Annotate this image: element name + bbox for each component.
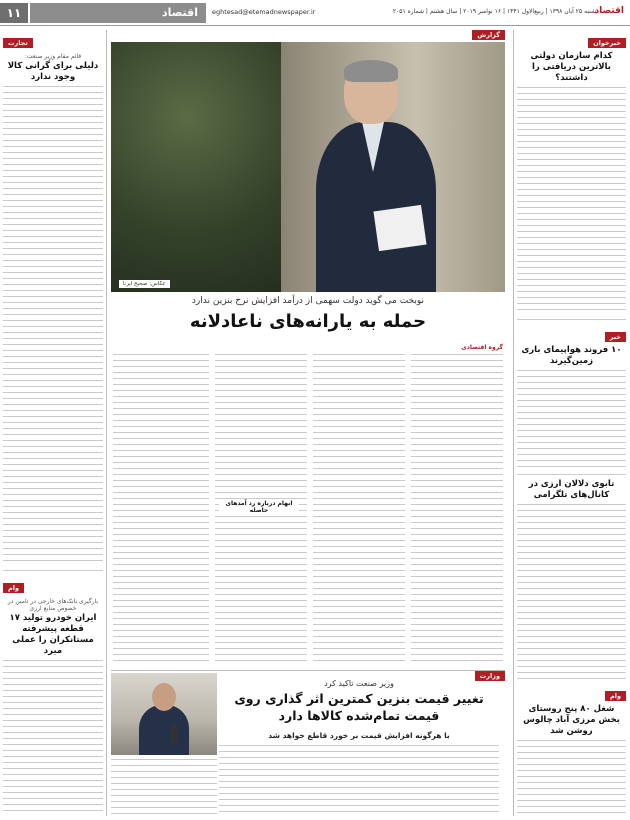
dateline: شنبه ۲۵ آبان ۱۳۹۸ | ربیع‌الاول ۱۴۴۱ | ۱۶ نوامبر ۲۰۱۹ | سال هشتم | شماره ۲۰۵۱ bbox=[392, 8, 596, 15]
newspaper-logo: اقتصاد bbox=[594, 6, 624, 16]
story-kicker: قائم مقام وزیر صنعت: bbox=[24, 53, 82, 60]
secondary-headline[interactable]: تغییر قیمت بنزین کمترین اثر گذاری روی قیمت تمام‌شده کالاها دارد bbox=[234, 691, 484, 723]
story-body-text bbox=[219, 745, 499, 815]
article-column bbox=[313, 354, 405, 666]
lead-photo bbox=[111, 42, 505, 292]
lead-article-body bbox=[111, 340, 505, 668]
story-body-text bbox=[517, 740, 626, 816]
story-title-iran-khodro-parts[interactable]: ایران خودرو تولید ۱۷ قطعه پیشرفته مستانکران را عملی میرد bbox=[9, 613, 97, 657]
section-tag-news-feed: خبرخوان bbox=[588, 38, 626, 48]
page-number: ۱۱ bbox=[0, 3, 28, 23]
lead-headline[interactable]: حمله به یارانه‌های ناعادلانه bbox=[189, 311, 427, 332]
minister-photo bbox=[111, 673, 217, 755]
story-title-village-jobs[interactable]: شغل ۸۰ پنج روستای بخش مرزی آباد چالوس روشن شد bbox=[523, 704, 620, 737]
story-title-agency-salaries[interactable]: کدام سازمان دولتی بالاترین دریافتی را داشتند؟ bbox=[530, 51, 613, 84]
section-tag-report: گزارش bbox=[472, 30, 505, 40]
contact-email[interactable]: eghtesad@etemadnewspaper.ir bbox=[212, 8, 316, 16]
official-portrait bbox=[316, 60, 436, 292]
secondary-subhead: با هرگونه افزایش قیمت بر خورد قاطع خواهد شد bbox=[268, 731, 450, 740]
article-subhead: ابهام درباره رد آمدهای حاصله bbox=[219, 500, 299, 514]
story-body-text bbox=[517, 87, 626, 315]
secondary-story bbox=[111, 670, 505, 816]
headline-kicker: نوبخت می گوید دولت سهمی از درآمد افزایش نرخ بنزین ندارد bbox=[191, 296, 425, 306]
story-title-currency-dealers[interactable]: تابوی دلالان ارزی در کانال‌های تلگرامی bbox=[528, 479, 615, 501]
byline-desk: گروه اقتصادی bbox=[461, 344, 503, 351]
story-title-no-price-hike[interactable]: دلیلی برای گرانی کالا وجود ندارد bbox=[7, 61, 99, 83]
story-body-text bbox=[3, 86, 103, 566]
article-column bbox=[113, 354, 209, 666]
section-tag-loan: وزارت bbox=[475, 671, 505, 681]
story-body-text bbox=[111, 759, 217, 815]
section-tag-news: خبر bbox=[605, 332, 626, 342]
section-title: اقتصاد bbox=[30, 3, 206, 23]
story-body-text bbox=[517, 370, 626, 470]
masthead bbox=[0, 0, 630, 26]
article-column bbox=[411, 354, 503, 666]
story-body-text bbox=[517, 504, 626, 674]
microphone-icon bbox=[171, 725, 177, 743]
left-news-column bbox=[3, 30, 107, 816]
section-tag-loan: وام bbox=[3, 583, 24, 593]
story-kicker: بارگیری بانک‌های خارجی در تامین در خصوص منابع ارزی bbox=[7, 598, 99, 613]
section-tag-trade: تجارت bbox=[3, 38, 33, 48]
photo-credit: عکاس: صحیح ایرنا bbox=[119, 280, 170, 288]
section-tag-loan: وام bbox=[605, 691, 626, 701]
story-body-text bbox=[3, 660, 103, 816]
story-title-cargo-planes[interactable]: ۱۰ فروند هواپیمای باری زمین‌گیرند bbox=[521, 345, 622, 367]
right-news-column bbox=[513, 30, 626, 816]
papers-in-hand bbox=[373, 205, 426, 251]
secondary-kicker: وزیر صنعت تاکید کرد bbox=[324, 679, 394, 688]
main-story bbox=[111, 30, 505, 816]
